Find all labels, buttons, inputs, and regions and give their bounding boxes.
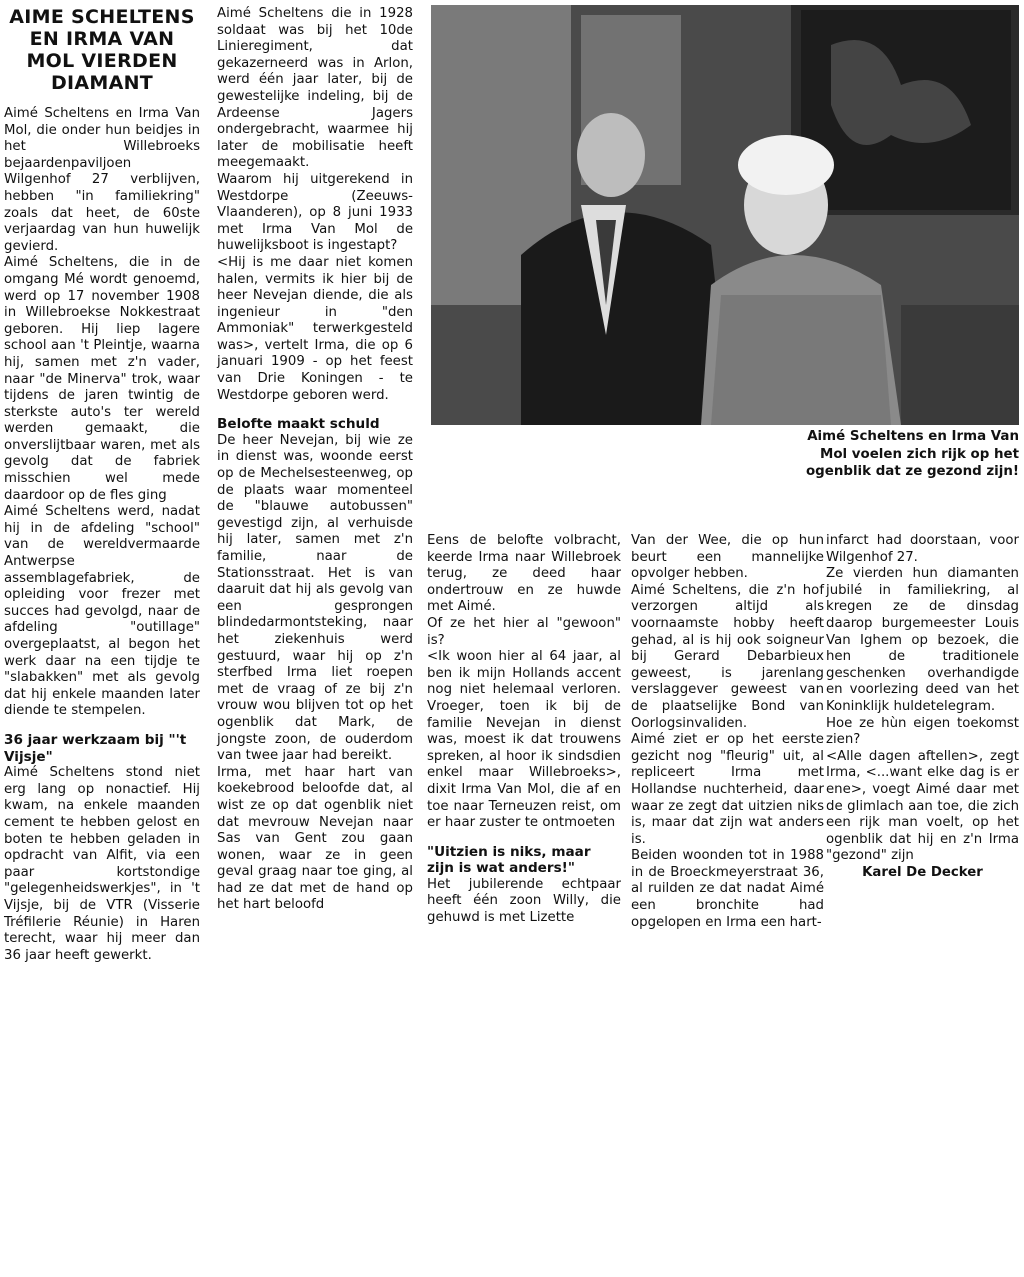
col4-paragraph-1: Van der Wee, die op hun beurt een mannelijke opvolger hebben. — [631, 533, 824, 582]
col2-paragraph-4: De heer Nevejan, bij wie ze in dienst was, woonde eerst op de Mechelsesteenweg, op de plaats waar momenteel de "blauwe autobussen" gevestigd zijn, al verhuisde hij later, samen met z'n familie, naar de Stationsstraat. Het is van daaruit dat hij als gevolg van een gesprongen blindedarmontsteking, naar het ziekenhuis werd gestuurd, waar hij op z'n sterfbed Irma liet roepen met de vraag of ze bij z'n vrouw wou blijven tot op het ogenblik dat Mark, de jongste zoon, de ouderdom van twee jaar had bereikt. — [217, 432, 413, 764]
col1-paragraph-2: Aimé Scheltens, die in de omgang Mé wordt genoemd, werd op 17 november 1908 in Willebroekse Nokkestraat geboren. Hij liep lagere school aan 't Pleintje, waarna hij, samen met z'n vader, naar "de Minerva" trok, waar tijdens de jaren twintig de sterkste auto's ter wereld werden gemaakt, die onverslijtbaar waren, met als gevolg dat de fabriek misschien wel mede daardoor op de fles ging — [4, 255, 200, 503]
col1-paragraph-4: Aimé Scheltens stond niet erg lang op nonactief. Hij kwam, na enkele maanden cement te hebben gelost en boten te hebben geladen in opdracht van Alfit, via een paar kortstondige "gelegenheidswerkjes", in 't Vijsje, bij de VTR (Visserie Tréfilerie Réunie) in Haren terecht, waar hij meer dan 36 jaar heeft gewerkt. — [4, 765, 200, 963]
col1-subheading: 36 jaar werkzaam bij "'t Vijsje" — [4, 731, 187, 765]
col5-paragraph-2: Ze vierden hun diamanten jubilé in familiekring, al kregen ze de dinsdag daarop burgemeester Louis Van Ighem op bezoek, die hen de traditionele geschenken overhandigde en voorlezing deed van het Koninklijk huldetelegram. — [826, 566, 1019, 714]
col2-subheading: Belofte maakt schuld — [217, 416, 380, 433]
author-signature: Karel De Decker — [862, 864, 983, 880]
col5-paragraph-3: Hoe ze hùn eigen toekomst zien? — [826, 715, 1019, 748]
col2-paragraph-2: Waarom hij uitgerekend in Westdorpe (Zeeuws-Vlaanderen), op 8 juni 1933 met Irma Van Mol de huwelijksboot is ingestapt? — [217, 171, 413, 254]
col5-paragraph-1: infarct had doorstaan, voor Wilgenhof 27. — [826, 533, 1019, 565]
col2-paragraph-5: Irma, met haar hart van koekebrood beloofde dat, al wist ze op dat ogenblik niet dat mevrouw Nevejan naar Sas van Gent zou gaan wonen, waar ze in geen geval graag naar toe ging, al had ze dat met de hand op het hart beloofd — [217, 764, 413, 913]
column-5 — [826, 533, 1019, 881]
col3-paragraph-2: Of ze het hier al "gewoon" is? — [427, 615, 621, 648]
col3-paragraph-1: Eens de belofte volbracht, keerde Irma naar Willebroek terug, ze deed haar ondertrouw en ze huwde met Aimé. — [427, 533, 621, 615]
col2-paragraph-1: Aimé Scheltens die in 1928 soldaat was bij het 10de Linieregiment, dat gekazerneerd was in Arlon, werd één jaar later, bij de gewestelijke indeling, bij de Ardeense Jagers ondergebracht, waarmee hij later de mobilisatie heeft meegemaakt. — [217, 6, 413, 171]
headline-block — [4, 6, 200, 964]
column-2 — [217, 6, 413, 914]
column-4 — [631, 533, 824, 931]
col4-paragraph-4: Beiden woonden tot in 1988 in de Broeckmeyerstraat 36, al ruilden ze dat nadat Aimé een bronchite had opgelopen en Irma een hart- — [631, 848, 824, 930]
col5-paragraph-4: <Alle dagen aftellen>, zegt Irma, <...want elke dag is er ene>, voegt Aimé daar met de glimlach aan toe, die zich een rijk man voelt, op het ogenblik dat hij en z'n Irma "gezond" zijn — [826, 748, 1019, 864]
col1-paragraph-1: Aimé Scheltens en Irma Van Mol, die onder hun beidjes in het Willebroeks bejaardenpaviljoen Wilgenhof 27 verblijven, hebben "in familiekring" zoals dat heet, de 60ste verjaardag van hun huwelijk gevierd. — [4, 106, 200, 254]
col3-paragraph-3: <Ik woon hier al 64 jaar, al ben ik mijn Hollands accent nog niet helemaal verloren. Vroeger, toen ik bij de familie Nevejan in dienst was, moest ik dat trouwens spreken, al hoor ik sindsdien enkel maar Willebroeks>, dixit Irma Van Mol, die af en toe naar Terneuzen reist, om er haar zuster te ontmoeten — [427, 649, 621, 831]
col4-paragraph-2: Aimé Scheltens, die z'n hof verzorgen altijd als voornaamste hobby heeft gehad, al is hij ook soigneur bij Gerard Debarbieux geweest, is jarenlang verslaggever geweest van de plaatselijke Bond van Oorlogsinvaliden. — [631, 582, 824, 731]
col3-paragraph-4: Het jubilerende echtpaar heeft één zoon Willy, die gehuwd is met Lizette — [427, 876, 621, 926]
article-headline: AIME SCHELTENS EN IRMA VAN MOL VIERDEN DIAMANT — [9, 6, 195, 94]
col1-paragraph-3: Aimé Scheltens werd, nadat hij in de afdeling "school" van de wereldvermaarde Antwerpse assemblagefabriek, de opleiding voor frezer met succes had gevolgd, naar de afdeling "outillage" overgeplaatst, al begon het werk daar na een tijdje te "slabakken" met als gevolg dat hij enkele maanden later diende te stempelen. — [4, 504, 200, 719]
couple-photo — [431, 5, 1019, 425]
col2-paragraph-3: <Hij is me daar niet komen halen, vermits ik hier bij de heer Nevejan diende, die als ingenieur in "den Ammoniak" terwerkgesteld was>, vertelt Irma, die op 6 januari 1909 - op het feest van Drie Koningen - te Westdorpe geboren werd. — [217, 254, 413, 403]
col3-subheading: "Uitzien is niks, maar zijn is wat anders!" — [427, 843, 591, 877]
photo-caption: Aimé Scheltens en Irma Van Mol voelen zich rijk op het ogenblik dat ze gezond zijn! — [805, 429, 1019, 480]
col4-paragraph-3: Aimé ziet er op het eerste gezicht nog "fleurig" uit, al repliceert Irma met Hollandse nuchterheid, daar waar ze zegt dat uitzien niks is, maar dat zijn wat anders is. — [631, 732, 824, 847]
column-3 — [427, 533, 621, 927]
